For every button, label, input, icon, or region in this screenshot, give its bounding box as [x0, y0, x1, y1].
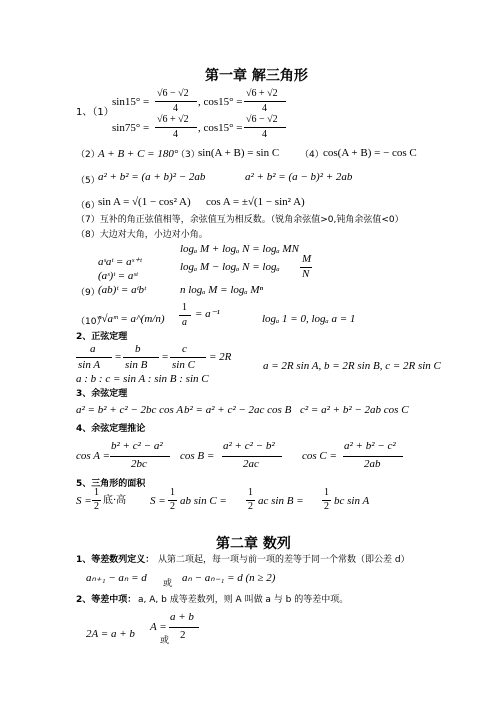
reciprocal-fraction-bar: [179, 315, 191, 316]
sin15-denominator: 4: [173, 103, 178, 114]
log-rule-3: n logₐ M = logₐ Mⁿ: [180, 284, 264, 296]
cosC-fraction-bar: [343, 456, 403, 457]
area-f2c-den: 2: [324, 501, 329, 512]
log-rule-2-numerator: M: [302, 253, 312, 265]
item10-label: （10）: [76, 317, 106, 327]
cos15b-numerator: √6 − √2: [246, 114, 278, 125]
ap-mean-numerator: a + b: [170, 611, 194, 623]
cosA-numerator: b² + c² − a²: [111, 440, 163, 452]
reciprocal-rhs: = a⁻¹: [195, 308, 220, 320]
area-f2-lhs: S =: [150, 495, 166, 507]
item6-formula-2: cos A = ±√(1 − sin² A): [206, 196, 305, 208]
ap-mean-denominator: 2: [180, 629, 186, 641]
cosB-denominator: 2ac: [243, 458, 259, 470]
item2-formula: A + B + C = 180°: [98, 148, 179, 160]
area-title: 5、三角形的面积: [76, 479, 146, 489]
item6-formula-1: sin A = √(1 − cos² A): [98, 196, 191, 208]
cosC-denominator: 2ab: [364, 458, 381, 470]
sine-law-ratio: a : b : c = sin A : sin B : sin C: [76, 373, 209, 385]
ap-or-1: 或: [163, 579, 173, 589]
area-f2c-num: 1: [324, 487, 329, 498]
cos15b-fraction-bar: [244, 127, 286, 128]
cos15-lhs: , cos15° =: [198, 96, 243, 108]
log-rule-2: logₐ M − logₐ N = logₐ: [180, 261, 280, 273]
item8-text: （8）大边对大角，小边对小角。: [76, 230, 208, 240]
sine-law-expanded: a = 2R sin A, b = 2R sin B, c = 2R sin C: [263, 360, 441, 372]
sin15-lhs: sin15° =: [112, 96, 150, 108]
item1-label: 1、（1）: [76, 107, 114, 118]
log-identities: logₐ 1 = 0, logₐ a = 1: [262, 313, 356, 325]
sine-law-eq2: =: [162, 351, 169, 363]
item5-label: （5）: [76, 176, 100, 186]
area-f1-num: 1: [94, 487, 99, 498]
cosA-fraction-bar: [110, 456, 170, 457]
ap-mean-lhs: A =: [150, 621, 167, 633]
item5-formula-2: a² + b² = (a − b)² + 2ab: [245, 171, 353, 183]
cos15-denominator: 4: [262, 103, 267, 114]
sine-law-c-bar: [170, 357, 206, 358]
sine-law-sinA: sin A: [78, 359, 101, 371]
item4-formula: cos(A + B) = − cos C: [323, 147, 417, 159]
root-formula: ⁿ√aᵐ = a^(m/n): [98, 313, 165, 325]
cosine-law-title: 3、余弦定理: [76, 389, 128, 399]
area-f2b-num: 1: [248, 487, 253, 498]
item9-label: （9）: [76, 288, 100, 298]
item6-label: （6）: [76, 201, 100, 211]
area-f2-mid: ab sin C =: [180, 495, 227, 507]
sin15-fraction-bar: [155, 101, 197, 102]
exp-rule-2: (aˢ)ᵗ = aˢᵗ: [98, 270, 138, 282]
sine-law-2R: = 2R: [209, 351, 232, 363]
cosA-lhs: cos A =: [76, 450, 110, 462]
chapter1-title: 第一章 解三角形: [205, 68, 308, 84]
cosB-fraction-bar: [222, 456, 282, 457]
area-f1-den: 2: [94, 501, 99, 512]
ap-definition-label: 1、等差数列定义：: [76, 555, 155, 565]
area-f2b-mid: ac sin B =: [258, 495, 304, 507]
cosC-lhs: cos C =: [302, 450, 337, 462]
sine-law-eq1: =: [115, 351, 122, 363]
exp-rule-3: (ab)ᵗ = aᵗbᵗ: [98, 284, 146, 296]
area-f2c-mid: bc sin A: [334, 495, 370, 507]
sine-law-a-bar: [76, 357, 112, 358]
ap-mean-text: a, A, b 成等差数列，则 A 叫做 a 与 b 的等差中项。: [138, 595, 349, 605]
cos15b-lhs: , cos15° =: [198, 122, 243, 134]
ap-mean-label: 2、等差中项：: [76, 595, 137, 605]
sin75-denominator: 4: [173, 129, 178, 140]
sine-law-b: b: [135, 343, 141, 355]
item7-text: （7）互补的角正弦值相等，余弦值互为相反数。（锐角余弦值>0,钝角余弦值<0）: [76, 215, 404, 225]
ap-definition-text: 从第二项起，每一项与前一项的差等于同一个常数（即公差 d）: [158, 555, 410, 565]
sin75-lhs: sin75° =: [112, 122, 150, 134]
cosine-law-c: c² = a² + b² − 2ab cos C: [300, 404, 409, 416]
cosB-numerator: a² + c² − b²: [223, 440, 275, 452]
ap-or-2: 或: [160, 636, 170, 646]
log-rule-1: logₐ M + logₐ N = logₐ MN: [180, 243, 299, 255]
exp-rule-1: aˢaᵗ = aˢ⁺ᵗ: [98, 256, 142, 268]
area-f1-rhs: 底·高: [103, 495, 127, 506]
cos15-fraction-bar: [244, 101, 286, 102]
reciprocal-numerator: 1: [182, 302, 187, 313]
sine-law-sinB: sin B: [125, 359, 148, 371]
item4-label: （4）: [300, 150, 324, 160]
ap-mean-formula-1: 2A = a + b: [86, 628, 135, 640]
sine-law-b-bar: [123, 357, 159, 358]
corollary-title: 4、余弦定理推论: [76, 424, 146, 434]
ap-definition-formula-2: aₙ − aₙ₋₁ = d (n ≥ 2): [182, 572, 276, 584]
cos15-numerator: √6 + √2: [246, 88, 278, 99]
area-f2-num: 1: [170, 487, 175, 498]
chapter2-title: 第二章 数列: [216, 536, 291, 552]
cosA-denominator: 2bc: [131, 458, 147, 470]
cosine-law-a: a² = b² + c² − 2bc cos A: [76, 404, 184, 416]
sine-law-a: a: [90, 343, 96, 355]
area-f1-lhs: S =: [76, 495, 92, 507]
sin75-fraction-bar: [155, 127, 197, 128]
sin15-numerator: √6 − √2: [157, 88, 189, 99]
area-f2-den: 2: [170, 501, 175, 512]
cos15b-denominator: 4: [262, 129, 267, 140]
area-f2b-den: 2: [248, 501, 253, 512]
reciprocal-denominator: a: [182, 317, 187, 328]
sine-law-c: c: [182, 343, 187, 355]
cosB-lhs: cos B =: [180, 450, 215, 462]
cosC-numerator: a² + b² − c²: [344, 440, 396, 452]
ap-mean-fraction-bar: [169, 627, 199, 628]
ap-definition-formula-1: aₙ₊₁ − aₙ = d: [86, 572, 147, 584]
item3-label: （3）: [176, 150, 200, 160]
item5-formula-1: a² + b² = (a + b)² − 2ab: [98, 171, 206, 183]
log-rule-2-denominator: N: [302, 268, 310, 280]
sin75-numerator: √6 + √2: [157, 114, 189, 125]
sine-law-sinC: sin C: [172, 359, 195, 371]
cosine-law-b: b² = a² + c² − 2ac cos B: [184, 404, 292, 416]
sine-law-title: 2、正弦定理: [76, 332, 128, 342]
item2-label: （2）: [76, 150, 100, 160]
item3-formula: sin(A + B) = sin C: [198, 147, 280, 159]
